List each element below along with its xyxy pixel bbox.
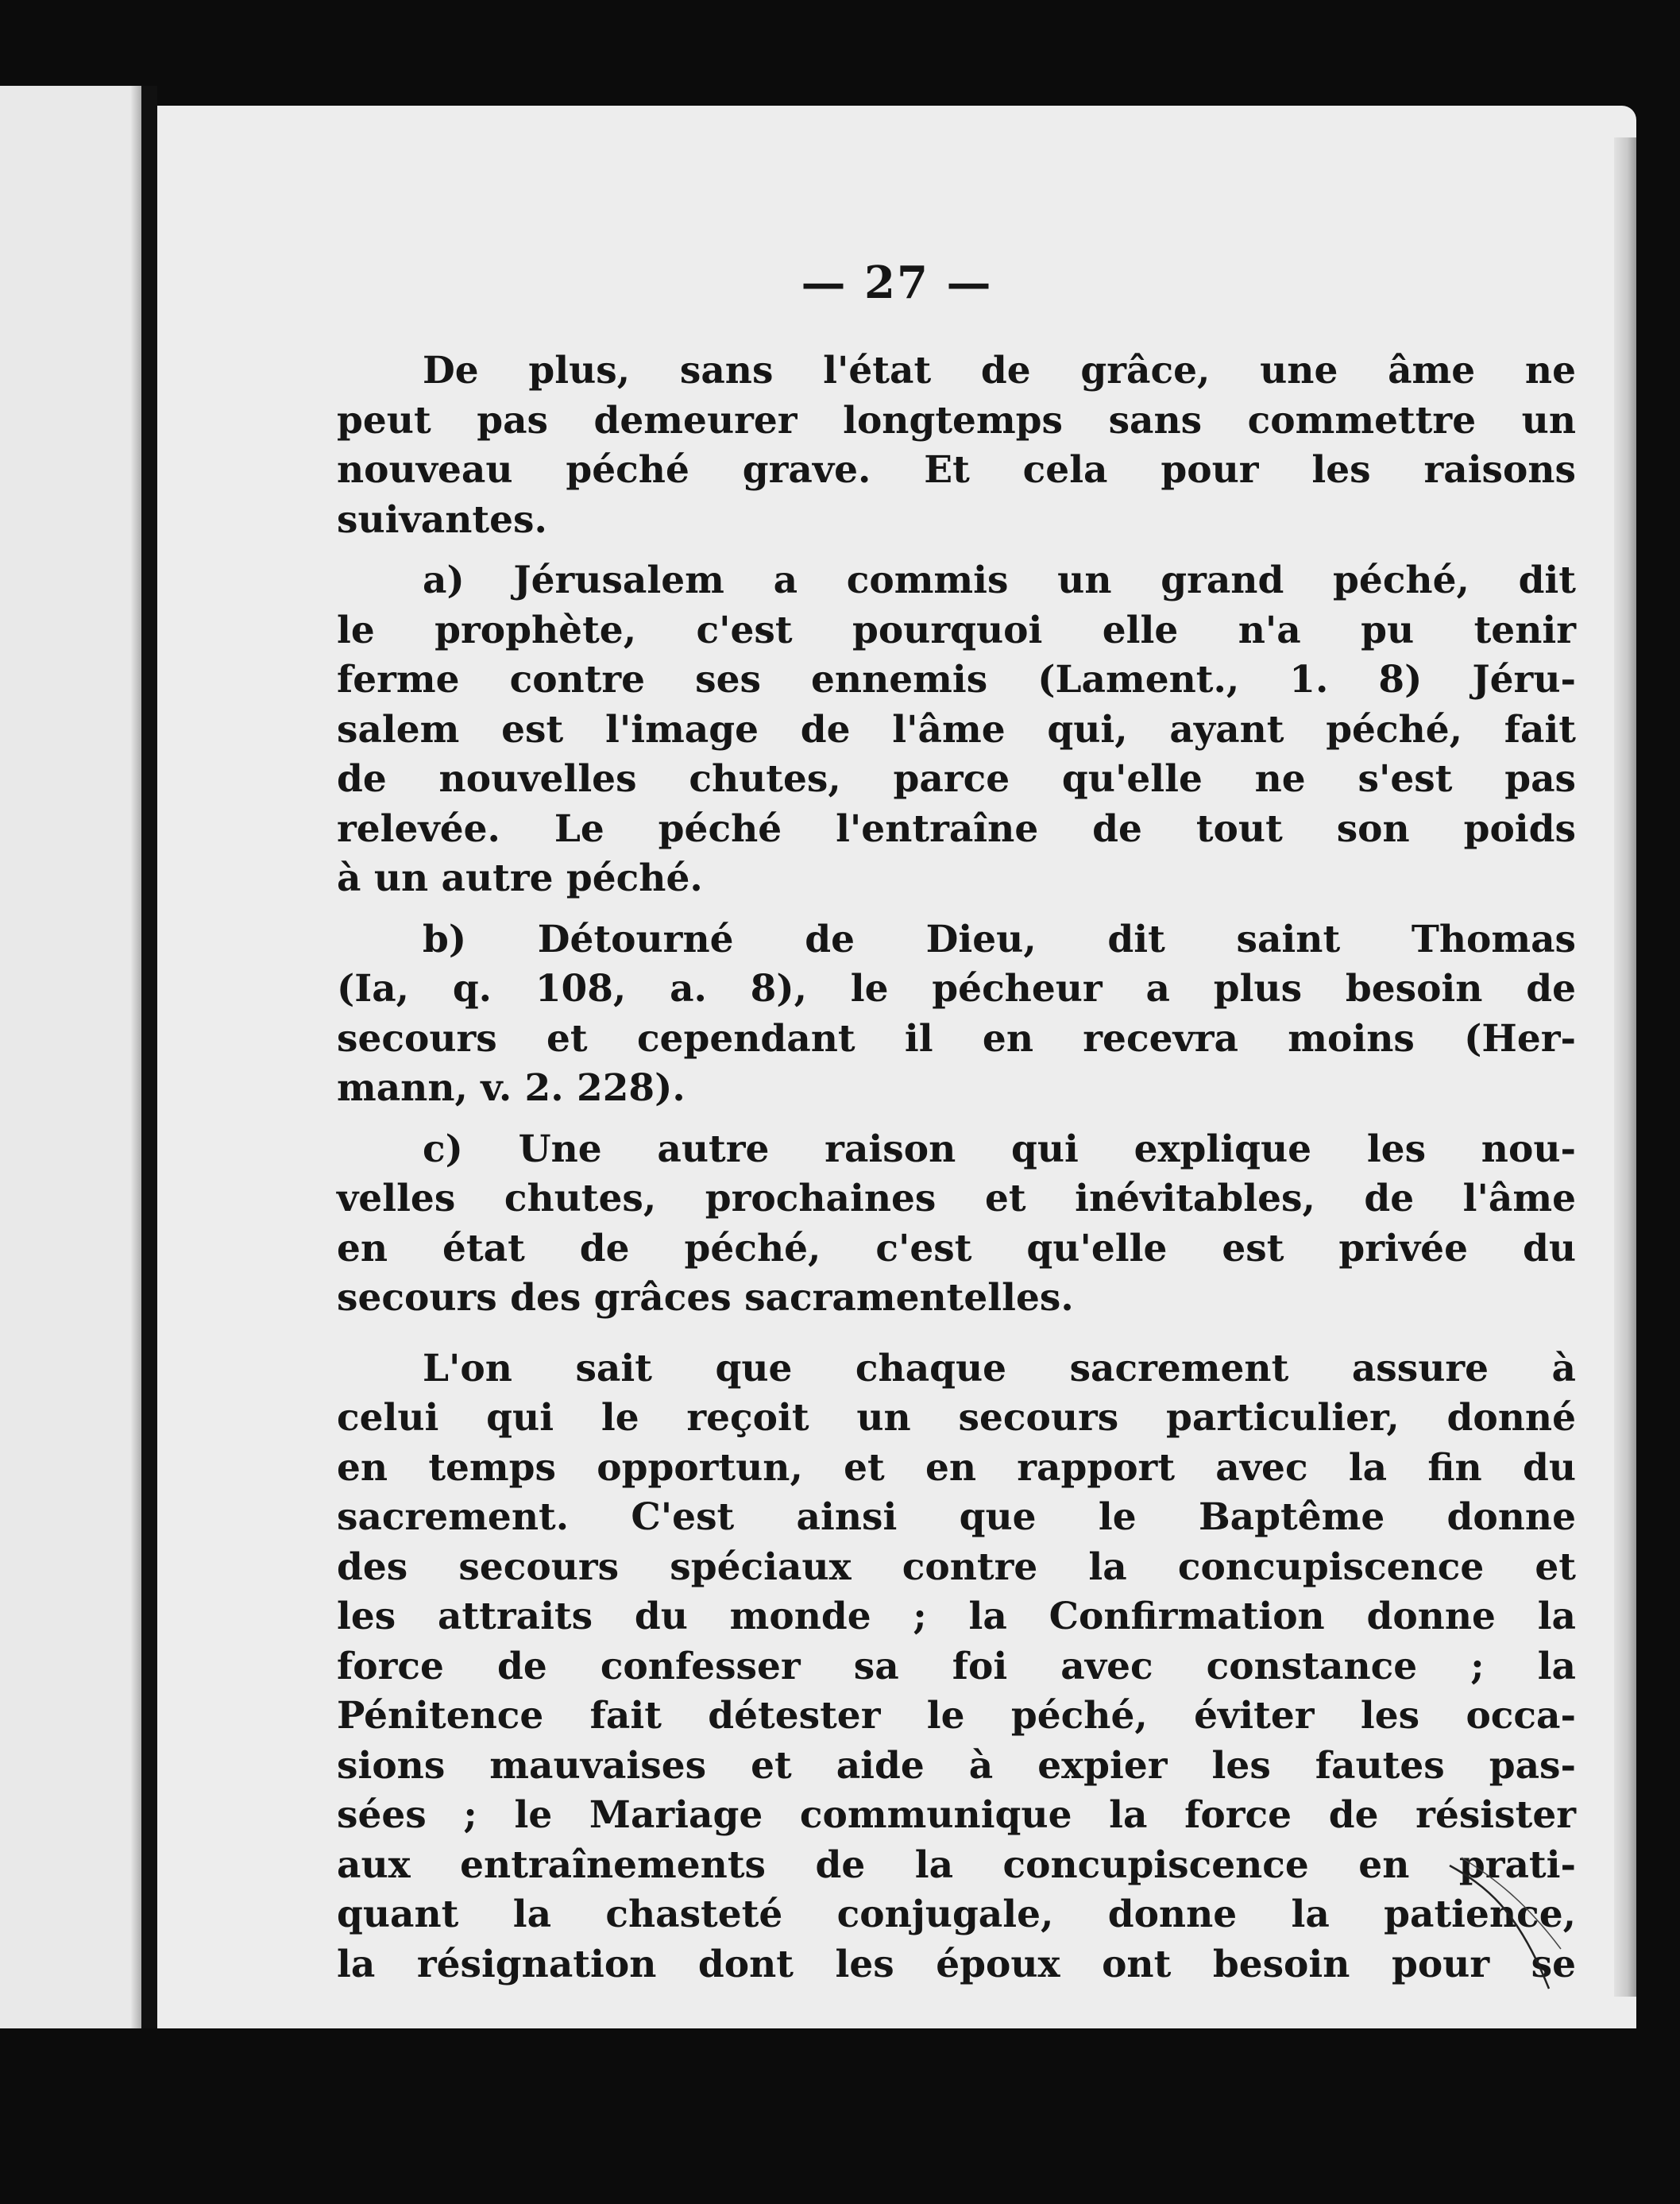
text-line: à un autre péché. (337, 856, 703, 900)
facing-page-shadow (130, 86, 141, 2028)
page-edge (1614, 137, 1636, 1997)
text-line: de nouvelles chutes, parce qu'elle ne s'est pas (337, 757, 1576, 801)
text-line: en temps opportun, et en rapport avec la fin du (337, 1445, 1576, 1490)
text-line: le prophète, c'est pourquoi elle n'a pu tenir (337, 608, 1576, 652)
text-line: sées ; le Mariage communique la force de résister (337, 1793, 1576, 1837)
paragraph (337, 348, 1576, 547)
text-line: quant la chasteté conjugale, donne la patience, (337, 1893, 1576, 1936)
text-line: secours des grâces sacramentelles. (337, 1276, 1074, 1320)
text-line: celui qui le reçoit un secours particulier, donné (337, 1396, 1576, 1440)
paragraph (337, 917, 1576, 1116)
scratch-mark (1446, 1854, 1565, 1997)
text-line: L'on sait que chaque sacrement assure à (423, 1346, 1576, 1390)
text-line: salem est l'image de l'âme qui, ayant péché, fait (337, 707, 1576, 752)
text-line: force de confesser sa foi avec constance ; la (337, 1644, 1576, 1688)
text-line: velles chutes, prochaines et inévitables, de l'âme (337, 1177, 1576, 1220)
text-line: nouveau péché grave. Et cela pour les raisons (337, 448, 1576, 492)
paragraph-gap (337, 1116, 1576, 1127)
text-line: De plus, sans l'état de grâce, une âme ne (423, 349, 1576, 392)
text-line: a) Jérusalem a commis un grand péché, dit (423, 559, 1576, 602)
paragraph (337, 1346, 1576, 1992)
text-line: Pénitence fait détester le péché, éviter les occa- (337, 1694, 1576, 1738)
text-line: en état de péché, c'est qu'elle est privée du (337, 1226, 1576, 1270)
text-line: peut pas demeurer longtemps sans commettre un (337, 398, 1576, 443)
text-line: (Ia, q. 108, a. 8), le pécheur a plus besoin de (337, 967, 1576, 1011)
text-line: sions mauvaises et aide à expier les fautes pas- (337, 1743, 1576, 1788)
text-line: c) Une autre raison qui explique les nou- (423, 1127, 1576, 1171)
text-line: ferme contre ses ennemis (Lament., 1. 8) Jéru- (337, 658, 1576, 702)
book-page (157, 106, 1636, 2028)
text-line: aux entraînements de la concupiscence en prati- (337, 1842, 1576, 1887)
text-line: des secours spéciaux contre la concupiscence et (337, 1545, 1576, 1589)
text-line: sacrement. C'est ainsi que le Baptême donne (337, 1495, 1576, 1539)
page-number: — 27 — (801, 257, 993, 309)
paragraph-gap (337, 906, 1576, 917)
paragraph (337, 558, 1576, 906)
text-line: b) Détourné de Dieu, dit saint Thomas (423, 917, 1576, 961)
text-line: secours et cependant il en recevra moins (Her- (337, 1016, 1576, 1061)
text-line: mann, v. 2. 228). (337, 1066, 686, 1110)
text-line: suivantes. (337, 497, 547, 542)
paragraph (337, 1127, 1576, 1325)
text-line: relevée. Le péché l'entraîne de tout son poids (337, 806, 1576, 851)
text-line: les attraits du monde ; la Confirmation donne la (337, 1595, 1576, 1638)
page-text (337, 348, 1576, 1991)
book-gutter (141, 86, 157, 2028)
paragraph-gap (337, 1325, 1576, 1346)
text-line: la résignation dont les époux ont besoin pour se (337, 1942, 1576, 1986)
paragraph-gap (337, 547, 1576, 558)
facing-page (0, 86, 141, 2028)
